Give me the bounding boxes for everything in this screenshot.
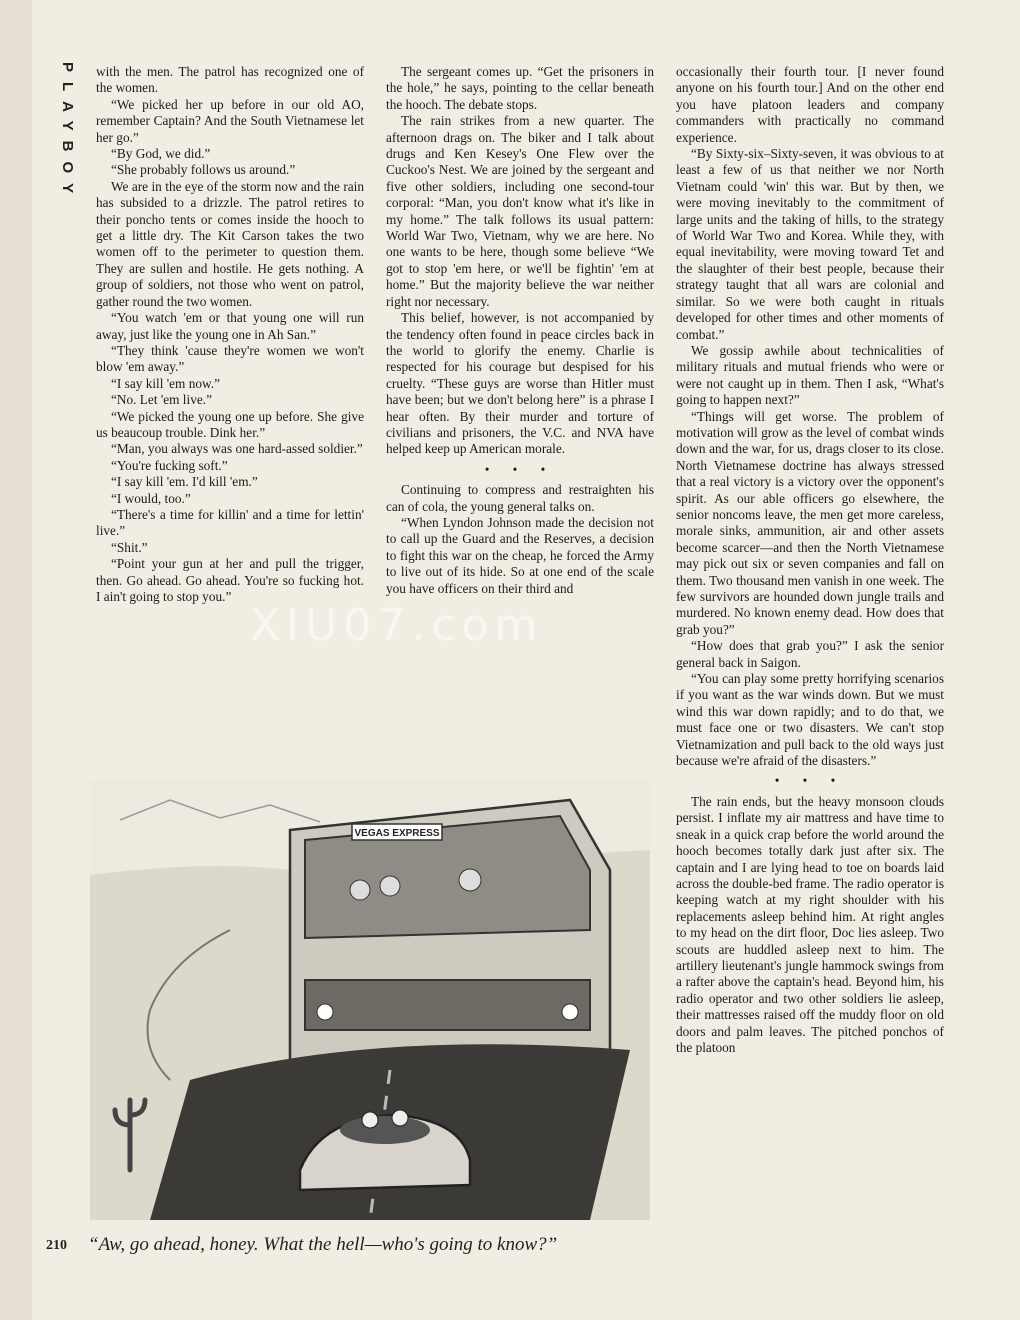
- paragraph: This belief, however, is not accompanied by the tendency often found in peace circles back in the world to glorify the enemy. Charlie is respected for his courage but despised for his cruelty. “These guys are worse than Hitler must have been; but we don't belong here” is a phrase I hear often. By their murder and torture of civilians and prisoners, the V.C. and NVA have helped keep up American morale.: [386, 310, 654, 457]
- paragraph: “I would, too.”: [111, 490, 191, 506]
- paragraph: “They think 'cause they're women we won't blow 'em away.”: [96, 342, 364, 375]
- page-number: 210: [46, 1238, 67, 1253]
- paragraph: “Point your gun at her and pull the trigger, then. Go ahead. Go ahead. You're so fucking hot. I ain't going to stop you.”: [96, 556, 364, 604]
- passenger: [350, 880, 370, 900]
- paragraph: We are in the eye of the storm now and the rain has subsided to a drizzle. The patrol retires to their poncho tents or comes inside the hooch to get a little dry. The Kit Carson takes the two women off to the perimeter to question them. They are sullen and hostile. He gets nothing. A group of soldiers, not those who went on patrol, gather round the two women.: [96, 178, 364, 309]
- car-passenger: [392, 1110, 408, 1126]
- paragraph: with the men. The patrol has recognized one of the women.: [96, 64, 364, 96]
- paragraph: “When Lyndon Johnson made the decision not to call up the Guard and the Reserves, a decision to fight this war on the cheap, he forced the Army to live out of its hide. So at one end of the scale you have officers on their third and: [386, 514, 654, 596]
- bus-driver: [459, 869, 481, 891]
- paragraph: The rain strikes from a new quarter. The afternoon drags on. The biker and I talk about drugs and Ken Kesey's One Flew over the Cuckoo's Nest. We are joined by the sergeant and five other soldiers, including one second-tour corporal: “Man, you don't know what it's like in my home.” The talk follows its usual pattern: World War Two, Vietnam, why we are here. No one wants to be here, though some believe “We got to stop 'em here, or we'll be fightin' 'em at home.” But the majority believe the war neither right nor necessary.: [386, 113, 654, 309]
- paragraph: “Things will get worse. The problem of motivation will grow as the level of combat winds down and the war, for us, drags closer to its close. North Vietnamese doctrine has always stressed that a real victory is a victory over the opponent's spirit. As our able officers go elsewhere, the senior noncoms leave, the men get more careless, morale sinks, ammunition, air and other assets become scarcer—and then the North Vietnamese may pick out six or seven companies and fall on them. Two thousand men vanish in one week. The few survivors are hounded down jungle trails and murdered. No known enemy dead. How does that grab you?”: [676, 408, 944, 637]
- article-column-1: [96, 64, 364, 605]
- section-break: • • •: [484, 461, 556, 477]
- paragraph: The sergeant comes up. “Get the prisoners in the hole,” he says, pointing to the cellar beneath the hooch. The debate stops.: [386, 64, 654, 112]
- paragraph: “She probably follows us around.”: [111, 162, 296, 178]
- page-edge: [0, 0, 32, 1320]
- paragraph: “No. Let 'em live.”: [111, 392, 212, 408]
- paragraph: “There's a time for killin' and a time for lettin' live.”: [96, 506, 364, 539]
- article-column-2: [386, 64, 654, 597]
- paragraph: The rain ends, but the heavy monsoon clouds persist. I inflate my air mattress and have time to sneak in a quick crap before the world around the hooch becomes totally dark just after six. The captain and I are lying head to toe on boards laid across the double-bed frame. The radio operator is keeping watch at my right shoulder with his replacements asleep behind him. At right angles to my head on the dirt floor, Doc lies asleep. Two scouts are huddled asleep next to him. The artillery lieutenant's jungle hammock swings from a rafter above the captain's head. Beyond him, his radio operator and two other soldiers lie asleep, their mattresses raised off the muddy floor on old doors and palm leaves. The pitched ponchos of the platoon: [676, 793, 944, 1055]
- paragraph: “I say kill 'em now.”: [111, 375, 220, 391]
- paragraph: “Shit.”: [111, 539, 148, 555]
- article-column-3: [676, 64, 944, 1056]
- paragraph: “By God, we did.”: [111, 146, 211, 162]
- masthead: [54, 62, 84, 222]
- paragraph: Continuing to compress and restraighten his can of cola, the young general talks on.: [386, 482, 654, 514]
- headlight: [562, 1004, 578, 1020]
- masthead-text: PLAYBOY: [59, 62, 76, 204]
- headlight: [317, 1004, 333, 1020]
- paragraph: “We picked her up before in our old AO, remember Captain? And the South Vietnamese let her go.”: [96, 96, 364, 145]
- section-break: • • •: [774, 773, 846, 789]
- paragraph: “I say kill 'em. I'd kill 'em.”: [111, 474, 258, 490]
- paragraph: “You're fucking soft.”: [111, 457, 228, 473]
- cartoon-caption: “Aw, go ahead, honey. What the hell—who's going to know?”: [88, 1234, 558, 1255]
- paragraph: “You watch 'em or that young one will run away, just like the young one in Ah San.”: [96, 310, 364, 342]
- cartoon-illustration: [90, 780, 650, 1220]
- car-windshield: [340, 1116, 430, 1144]
- paragraph: “Man, you always was one hard-assed soldier.”: [111, 441, 363, 457]
- paragraph: We gossip awhile about technicalities of military rituals and mutual friends who were or were not caught up in them. Then I ask, “What's going to happen next?”: [676, 342, 944, 408]
- watermark: XIU07.com: [250, 600, 544, 651]
- bus: [290, 800, 610, 1060]
- car-driver: [362, 1112, 378, 1128]
- paragraph: “We picked the young one up before. She give us beaucoup trouble. Dink her.”: [96, 408, 364, 440]
- paragraph: occasionally their fourth tour. [I never found anyone on his fourth tour.] And on the other end you have platoon leaders and company commanders with practically no command experience.: [676, 64, 944, 145]
- bus-sign-text: VEGAS EXPRESS: [354, 828, 440, 839]
- bus-grille: [305, 980, 590, 1030]
- paragraph: “How does that grab you?” I ask the senior general back in Saigon.: [676, 638, 944, 670]
- paragraph: “You can play some pretty horrifying scenarios if you want as the war winds down. But we must wind this war down rapidly; and to do that, we must face one or two disasters. We can't stop Vietnamization and pull back to the old ways just because we're afraid of the disasters.”: [676, 671, 944, 769]
- paragraph: “By Sixty-six–Sixty-seven, it was obvious to at least a few of us that neither we nor North Vietnam could 'win' this war. But by then, we were moving inevitably to the commitment of large units and the taking of hills, to the strategy of World War Two and Korea. While they, with equal inevitability, were moving toward Tet and the slaughter of their best people, because their strategy taught that all wars are colonial and similar. So we were both caught in rituals developed for other times and other moments of combat.”: [676, 146, 944, 342]
- passenger: [380, 876, 400, 896]
